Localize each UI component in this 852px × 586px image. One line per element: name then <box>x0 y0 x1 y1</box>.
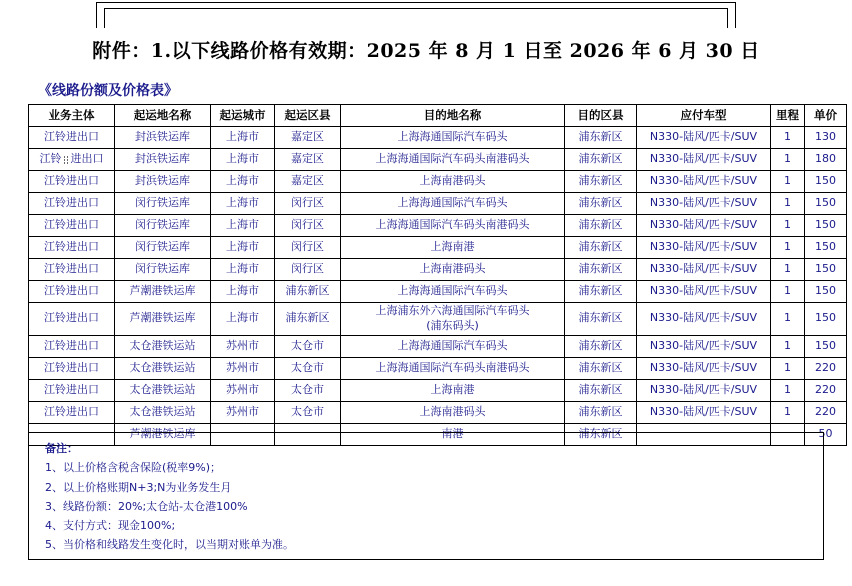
cell-destination-district: 浦东新区 <box>565 149 637 171</box>
cell-mileage: 1 <box>771 259 805 281</box>
cell-origin-district: 闵行区 <box>275 215 341 237</box>
cell-subject: 江铃进出口 <box>29 237 115 259</box>
cell-destination-name: 上海南港 <box>341 379 565 401</box>
cell-origin-district: 闵行区 <box>275 259 341 281</box>
cell-origin-name: 闵行铁运库 <box>115 193 211 215</box>
cell-mileage: 1 <box>771 401 805 423</box>
cell-origin-district: 嘉定区 <box>275 149 341 171</box>
cell-subject: 江铃进出口 <box>29 215 115 237</box>
cell-destination-district: 浦东新区 <box>565 379 637 401</box>
table-row <box>29 215 847 237</box>
cell-mileage: 1 <box>771 237 805 259</box>
column-header-unit-price: 单价 <box>805 105 847 127</box>
cell-destination-district: 浦东新区 <box>565 401 637 423</box>
column-header-destination-name: 目的地名称 <box>341 105 565 127</box>
cell-origin-city: 上海市 <box>211 215 275 237</box>
cell-origin-name: 闵行铁运库 <box>115 237 211 259</box>
cell-destination-name: 上海南港 <box>341 237 565 259</box>
cell-origin-city: 上海市 <box>211 171 275 193</box>
cell-mileage: 1 <box>771 215 805 237</box>
table-row <box>29 149 847 171</box>
cell-unit-price: 150 <box>805 237 847 259</box>
column-header-origin-district: 起运区县 <box>275 105 341 127</box>
column-header-origin-name: 起运地名称 <box>115 105 211 127</box>
cell-origin-district: 闵行区 <box>275 193 341 215</box>
cell-mileage: 1 <box>771 303 805 336</box>
cell-origin-name: 闵行铁运库 <box>115 259 211 281</box>
cell-vehicle-type: N330-陆风/匹卡/SUV <box>637 149 771 171</box>
price-table <box>28 104 847 446</box>
cell-origin-district: 太仓市 <box>275 335 341 357</box>
cell-origin-name: 封浜铁运库 <box>115 171 211 193</box>
cell-destination-name: 上海海通国际汽车码头南港码头 <box>341 357 565 379</box>
table-row <box>29 237 847 259</box>
cell-vehicle-type: N330-陆风/匹卡/SUV <box>637 303 771 336</box>
cell-unit-price: 150 <box>805 303 847 336</box>
cell-origin-name: 芦潮港铁运库 <box>115 303 211 336</box>
cell-destination-district: 浦东新区 <box>565 357 637 379</box>
cell-destination-district: 浦东新区 <box>565 335 637 357</box>
cell-destination-name: 上海南港码头 <box>341 401 565 423</box>
table-row <box>29 127 847 149</box>
cell-destination-name: 南港 <box>341 423 565 445</box>
column-header-origin-city: 起运城市 <box>211 105 275 127</box>
table-row <box>29 335 847 357</box>
note-line: 4、支付方式：现金100%; <box>45 519 176 532</box>
cell-mileage: 1 <box>771 171 805 193</box>
cell-unit-price: 150 <box>805 281 847 303</box>
cell-subject: 江铃进出口 <box>29 281 115 303</box>
cell-destination-district: 浦东新区 <box>565 303 637 336</box>
cell-unit-price: 150 <box>805 171 847 193</box>
cell-unit-price: 50 <box>805 423 847 445</box>
cell-origin-name: 太仓港铁运站 <box>115 357 211 379</box>
cell-destination-district: 浦东新区 <box>565 215 637 237</box>
cell-origin-city: 上海市 <box>211 281 275 303</box>
cell-vehicle-type: N330-陆风/匹卡/SUV <box>637 215 771 237</box>
cell-subject: 江铃进出口 <box>29 127 115 149</box>
cell-unit-price: 220 <box>805 401 847 423</box>
cell-vehicle-type: N330-陆风/匹卡/SUV <box>637 401 771 423</box>
cell-origin-city: 苏州市 <box>211 401 275 423</box>
cell-mileage: 1 <box>771 357 805 379</box>
table-caption: 《线路份额及价格表》 <box>38 83 178 99</box>
cell-origin-district: 太仓市 <box>275 401 341 423</box>
cell-destination-name: 上海南港码头 <box>341 171 565 193</box>
cell-destination-district: 浦东新区 <box>565 281 637 303</box>
cell-origin-district: 太仓市 <box>275 357 341 379</box>
table-row <box>29 259 847 281</box>
table-row <box>29 401 847 423</box>
cell-mileage: 1 <box>771 193 805 215</box>
cell-origin-district: 闵行区 <box>275 237 341 259</box>
table-row <box>29 281 847 303</box>
note-line: 3、线路份额：20%;太仓站-太仓港100% <box>45 499 248 513</box>
column-header-vehicle-type: 应付车型 <box>637 105 771 127</box>
cell-origin-name: 太仓港铁运站 <box>115 401 211 423</box>
cell-subject: 江铃进出口 <box>29 379 115 401</box>
cell-origin-city: 上海市 <box>211 237 275 259</box>
cell-destination-district: 浦东新区 <box>565 237 637 259</box>
cell-origin-name: 闵行铁运库 <box>115 215 211 237</box>
table-body <box>29 127 847 446</box>
cell-vehicle-type: N330-陆风/匹卡/SUV <box>637 127 771 149</box>
cell-destination-name: 上海海通国际汽车码头 <box>341 335 565 357</box>
cell-destination-district: 浦东新区 <box>565 127 637 149</box>
cell-subject: 江铃进出口 <box>29 303 115 336</box>
cell-destination-name: 上海海通国际汽车码头 <box>341 127 565 149</box>
cell-unit-price: 130 <box>805 127 847 149</box>
cell-origin-city: 苏州市 <box>211 335 275 357</box>
cell-origin-name: 芦潮港铁运库 <box>115 423 211 445</box>
table-row <box>29 193 847 215</box>
cell-origin-district: 嘉定区 <box>275 171 341 193</box>
cell-origin-district: 浦东新区 <box>275 303 341 336</box>
cell-vehicle-type: N330-陆风/匹卡/SUV <box>637 171 771 193</box>
cell-unit-price: 150 <box>805 335 847 357</box>
cell-vehicle-type: N330-陆风/匹卡/SUV <box>637 379 771 401</box>
note-line: 2、以上价格账期N+3;N为业务发生月 <box>45 480 232 494</box>
cell-origin-city: 上海市 <box>211 193 275 215</box>
cell-subject: 江铃进出口 <box>29 335 115 357</box>
cell-destination-name: 上海海通国际汽车码头 <box>341 193 565 215</box>
cell-vehicle-type: N330-陆风/匹卡/SUV <box>637 237 771 259</box>
cell-unit-price: 220 <box>805 379 847 401</box>
cell-destination-district: 浦东新区 <box>565 193 637 215</box>
cell-subject: 江铃进出口 <box>29 259 115 281</box>
column-header-subject: 业务主体 <box>29 105 115 127</box>
cell-destination-name: 上海南港码头 <box>341 259 565 281</box>
note-line: 1、以上价格含税含保险(税率9%)； <box>45 461 222 475</box>
row-drag-handle-icon[interactable] <box>63 154 70 164</box>
cell-origin-city: 上海市 <box>211 127 275 149</box>
table-row <box>29 303 847 336</box>
cell-subject: 江铃进出口 <box>29 357 115 379</box>
cell-origin-city: 上海市 <box>211 259 275 281</box>
cell-origin-name: 封浜铁运库 <box>115 127 211 149</box>
cell-mileage: 1 <box>771 379 805 401</box>
cell-destination-name: 上海浦东外六海通国际汽车码头 (浦东码头) <box>341 303 565 336</box>
cell-unit-price: 150 <box>805 215 847 237</box>
table-row <box>29 171 847 193</box>
cell-unit-price: 150 <box>805 193 847 215</box>
notes-box <box>28 432 824 560</box>
cell-destination-district: 浦东新区 <box>565 171 637 193</box>
cell-destination-district: 浦东新区 <box>565 423 637 445</box>
cell-origin-district: 太仓市 <box>275 379 341 401</box>
cell-subject: 江铃 进出口 <box>29 149 115 171</box>
cell-mileage: 1 <box>771 127 805 149</box>
page-title: 附件：1.以下线路价格有效期：2025 年 8 月 1 日至 2026 年 6 月 30 日 <box>92 40 760 62</box>
cell-origin-name: 封浜铁运库 <box>115 149 211 171</box>
cell-unit-price: 180 <box>805 149 847 171</box>
cell-destination-name: 上海海通国际汽车码头 <box>341 281 565 303</box>
notes-title: 备注： <box>45 442 78 455</box>
cell-vehicle-type: N330-陆风/匹卡/SUV <box>637 357 771 379</box>
cell-origin-name: 芦潮港铁运库 <box>115 281 211 303</box>
cell-origin-name: 太仓港铁运站 <box>115 379 211 401</box>
table-row <box>29 357 847 379</box>
cell-subject: 江铃进出口 <box>29 171 115 193</box>
cell-mileage: 1 <box>771 281 805 303</box>
cell-origin-city: 上海市 <box>211 303 275 336</box>
column-header-mileage: 里程 <box>771 105 805 127</box>
cell-vehicle-type: N330-陆风/匹卡/SUV <box>637 193 771 215</box>
cell-vehicle-type: N330-陆风/匹卡/SUV <box>637 259 771 281</box>
cell-origin-city: 苏州市 <box>211 379 275 401</box>
cell-unit-price: 150 <box>805 259 847 281</box>
cell-origin-city: 上海市 <box>211 149 275 171</box>
note-line: 5、当价格和线路发生变化时，以当期对账单为准。 <box>45 538 294 552</box>
column-header-destination-district: 目的区县 <box>565 105 637 127</box>
cell-origin-district: 浦东新区 <box>275 281 341 303</box>
cell-mileage: 1 <box>771 335 805 357</box>
cell-vehicle-type: N330-陆风/匹卡/SUV <box>637 281 771 303</box>
cell-origin-name: 太仓港铁运站 <box>115 335 211 357</box>
table-row <box>29 379 847 401</box>
cell-destination-name: 上海海通国际汽车码头南港码头 <box>341 215 565 237</box>
cell-unit-price: 220 <box>805 357 847 379</box>
cell-subject: 江铃进出口 <box>29 193 115 215</box>
cell-destination-name: 上海海通国际汽车码头南港码头 <box>341 149 565 171</box>
cell-mileage: 1 <box>771 149 805 171</box>
cell-destination-district: 浦东新区 <box>565 259 637 281</box>
cell-vehicle-type: N330-陆风/匹卡/SUV <box>637 335 771 357</box>
cell-origin-city: 苏州市 <box>211 357 275 379</box>
cell-origin-district: 嘉定区 <box>275 127 341 149</box>
table-header-row <box>29 105 847 127</box>
cell-subject: 江铃进出口 <box>29 401 115 423</box>
page-border-decoration-inner <box>104 8 728 28</box>
